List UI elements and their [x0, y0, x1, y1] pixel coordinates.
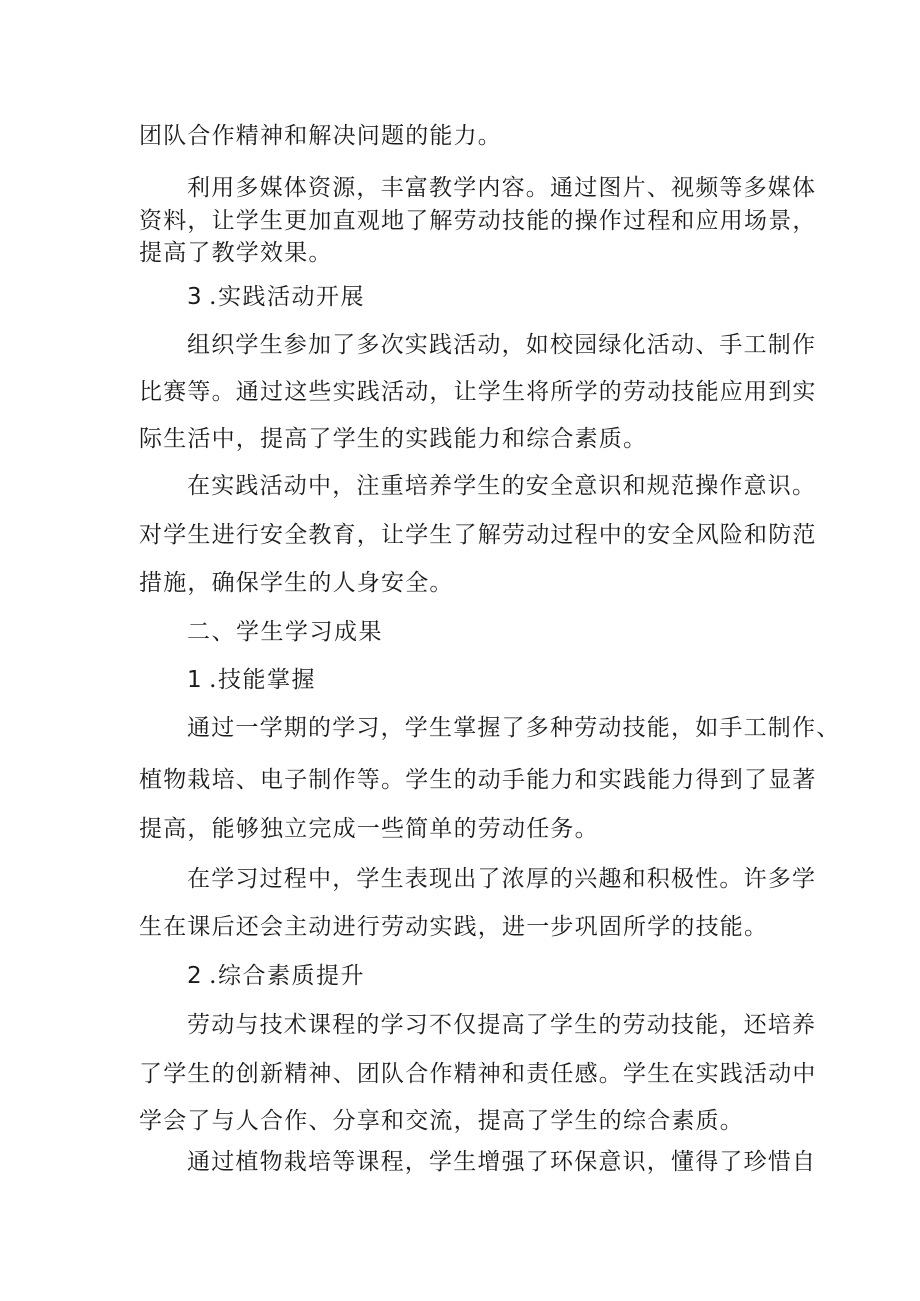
- paragraph-line: 提高，能够独立完成一些简单的劳动任务。: [139, 816, 599, 842]
- section-number: 3: [187, 284, 204, 310]
- section-heading-2nd: 二、学生学习成果: [187, 619, 383, 645]
- paragraph-line: 提高了教学效果。: [139, 240, 333, 266]
- section-number: 1: [187, 667, 204, 693]
- section-title: .实践活动开展: [209, 284, 365, 310]
- paragraph-line: 了学生的创新精神、团队合作精神和责任感。学生在实践活动中: [139, 1061, 817, 1087]
- section-heading-3: [187, 282, 789, 312]
- section-number: 2: [187, 963, 204, 989]
- paragraph-line: 植物栽培、电子制作等。学生的动手能力和实践能力得到了显著: [139, 767, 817, 793]
- section-title: .综合素质提升: [209, 963, 365, 989]
- paragraph-line: 措施，确保学生的人身安全。: [139, 570, 454, 596]
- paragraph-line: 劳动与技术课程的学习不仅提高了学生的劳动技能，还培养: [187, 1012, 817, 1038]
- paragraph-line: 比赛等。通过这些实践活动，让学生将所学的劳动技能应用到实: [139, 379, 817, 405]
- paragraph-line: 组织学生参加了多次实践活动，如校园绿化活动、手工制作: [187, 332, 817, 358]
- section-title: .技能掌握: [209, 667, 316, 693]
- paragraph-line: 学会了与人合作、分享和交流，提高了学生的综合素质。: [139, 1108, 744, 1134]
- section-heading-2: [187, 961, 789, 991]
- paragraph-line: 在实践活动中，注重培养学生的安全意识和规范操作意识。: [187, 473, 817, 499]
- paragraph-line: 利用多媒体资源，丰富教学内容。通过图片、视频等多媒体: [187, 175, 817, 201]
- paragraph-line: 通过植物栽培等课程，学生增强了环保意识，懂得了珍惜自: [187, 1149, 817, 1175]
- paragraph-line: 生在课后还会主动进行劳动实践，进一步巩固所学的技能。: [139, 914, 769, 940]
- section-heading-1: [187, 665, 789, 695]
- paragraph-line: 资料，让学生更加直观地了解劳动技能的操作过程和应用场景，: [139, 208, 817, 234]
- paragraph-line: 际生活中，提高了学生的实践能力和综合素质。: [139, 426, 648, 452]
- paragraph-line: 团队合作精神和解决问题的能力。: [139, 123, 502, 149]
- paragraph-line: 对学生进行安全教育，让学生了解劳动过程中的安全风险和防范: [139, 522, 817, 548]
- paragraph-line: 在学习过程中，学生表现出了浓厚的兴趣和积极性。许多学: [187, 866, 817, 892]
- paragraph-line: 通过一学期的学习，学生掌握了多种劳动技能，如手工制作、: [187, 715, 841, 741]
